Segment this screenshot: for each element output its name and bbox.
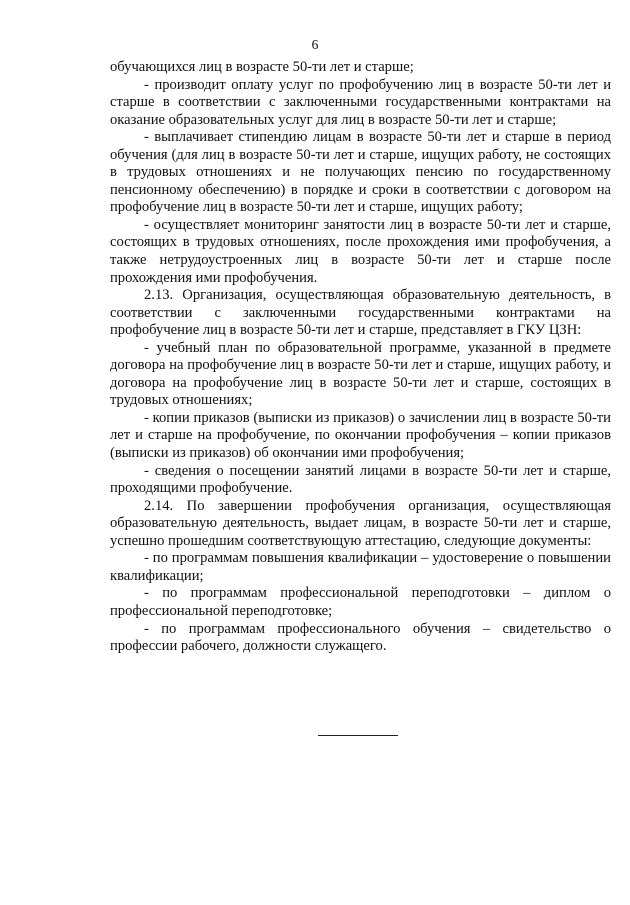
paragraph-section-2-14: 2.14. По завершении профобучения организация, осуществляющая образовательную деятельность, выдает лицам, в возрасте 50-ти лет и старше, успешно прошедшим соответствующую аттестацию, следующие документы: [110,497,611,549]
end-of-text-divider [318,735,398,736]
paragraph-order-copies: - копии приказов (выписки из приказов) о зачислении лиц в возрасте 50-ти лет и старше на профобучение, по окончании профобучения – копии приказов (выписки из приказов) об окончании ими профобучения; [110,409,611,462]
paragraph-payment: - производит оплату услуг по профобучению лиц в возрасте 50-ти лет и старше в соответствии с заключенными государственными контрактами на оказание образовательных услуг для лиц в возрасте 50-ти лет и старше; [110,76,611,128]
paragraph-continuation: обучающихся лиц в возрасте 50-ти лет и старше; [110,59,414,75]
paragraph-certificate: - по программам повышения квалификации – удостоверение о повышении квалификации; [110,550,611,584]
page-number: 6 [311,37,319,52]
paragraph-monitoring: - осуществляет мониторинг занятости лиц в возрасте 50-ти лет и старше, состоящих в трудовых отношениях, после прохождения ими профобучения, а также нетрудоустроенных лиц в возрасте 50-ти лет и старше после прохождения ими профобучения. [110,216,611,286]
document-body [110,59,611,656]
paragraph-section-2-13: 2.13. Организация, осуществляющая образовательную деятельность, в соответствии с заключенными государственными контрактами на профобучение лиц в возрасте 50-ти лет и старше, представляет в ГКУ ЦЗН: [110,287,611,339]
paragraph-vocational-certificate: - по программам профессионального обучения – свидетельство о профессии рабочего, должности служащего. [110,620,611,655]
paragraph-stipend: - выплачивает стипендию лицам в возрасте 50-ти лет и старше в период обучения (для лиц в возрасте 50-ти лет и старше, ищущих работу, не состоящих в трудовых отношениях и не получающих пенсию по государственному пенсионному обеспечению) в порядке и сроки в соответствии с договором на профобучение лиц в возрасте 50-ти лет и старше, ищущих работу; [110,129,611,216]
paragraph-diploma: - по программам профессиональной переподготовки – диплом о профессиональной переподготовке; [110,585,611,619]
paragraph-curriculum: - учебный план по образовательной программе, указанной в предмете договора на профобучение лиц в возрасте 50-ти лет и старше, ищущих работу, и договора на профобучение лиц в возрасте 50-ти лет и старше, состоящих в трудовых отношениях; [110,339,611,409]
paragraph-attendance: - сведения о посещении занятий лицами в возрасте 50-ти лет и старше, проходящими профобучение. [110,462,611,497]
